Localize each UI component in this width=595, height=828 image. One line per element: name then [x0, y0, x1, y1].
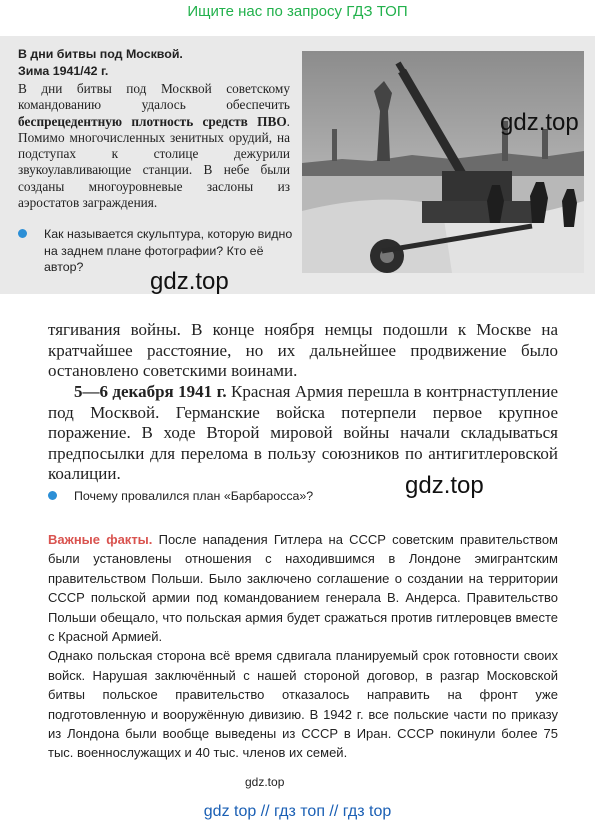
question-sculpture-text: Как называется скульптура, которую видно на заднем плане фотографии? Кто её автор? [44, 227, 293, 274]
caption-title-line2: Зима 1941/42 г. [18, 63, 109, 78]
watermark-box: gdz.top [150, 268, 229, 295]
photo-caption [18, 46, 290, 211]
info-box [0, 36, 595, 294]
facts-paragraph-1 [48, 530, 558, 646]
important-facts [48, 530, 558, 763]
caption-body-part1: В дни битвы под Москвой советскому командованию удалось обеспечить [18, 81, 290, 113]
top-banner: Ищите нас по запросу ГДЗ ТОП [187, 3, 408, 20]
bullet-icon [48, 491, 57, 500]
watermark-small: gdz.top [245, 775, 285, 789]
caption-body [18, 81, 290, 211]
facts-paragraph-2: Однако польская сторона всё время сдвигала планируемый срок готовности своих войск. Нарушая заключённый с нашей стороной договор, в разгар Московской битвы польское правительство отказалось направить на фронт уже подготовленную и вооружённую дивизию. В 1942 г. все польские части по приказу из Лондона были вообще выведены из СССР в Иран. СССР покинули более 75 тыс. военнослужащих и 40 тыс. членов их семей. [48, 648, 558, 761]
counteroffensive-text: Красная Армия перешла в контрнаступление под Москвой. Германские войска потерпели первое крупное поражение. В ходе Второй мировой войны начали складываться предпосылки для перелома в пользу союзников по антигитлеровской коалиции. [48, 382, 558, 483]
footer-links: gdz top // гдз топ // гдз top [203, 803, 392, 820]
paragraph-counteroffensive [48, 382, 558, 485]
caption-title-line1: В дни битвы под Москвой. [18, 47, 183, 61]
facts-heading: Важные факты. [48, 532, 153, 547]
anti-aircraft-gun-photo [302, 51, 584, 273]
photo-illustration [302, 51, 584, 273]
date-label: 5—6 декабря 1941 г. [74, 382, 227, 401]
question-barbarossa-text: Почему провалился план «Барбаросса»? [74, 489, 314, 503]
paragraph-continuation: тягивания войны. В конце ноября немцы подошли к Москве на кратчайшее расстояние, но их дальнейшее продвижение было остановлено советскими воинами. [48, 320, 558, 380]
facts-text-1: После нападения Гитлера на СССР советским правительством были установлены отношения с находившимся в Лондоне эмигрантским правительством Польши. Было заключено соглашение о создании на территории СССР польской армии под командованием генерала В. Андерса. Правительство Польши обещало, что польская армия будет сражаться против гитлеровцев вместе с Красной Армией. [48, 532, 558, 645]
caption-body-part2: . Помимо многочисленных зенитных орудий, на подступах к столице дежурили звукоулавливающие станции. В небе были созданы многоуровневые заслоны из аэростатов заграждения. [18, 113, 290, 211]
question-barbarossa [48, 489, 313, 503]
bullet-icon [18, 229, 27, 238]
watermark-photo: gdz.top [500, 109, 579, 136]
caption-body-bold: беспрецедентную плотность средств ПВО [18, 113, 287, 129]
watermark-mid: gdz.top [405, 472, 484, 499]
